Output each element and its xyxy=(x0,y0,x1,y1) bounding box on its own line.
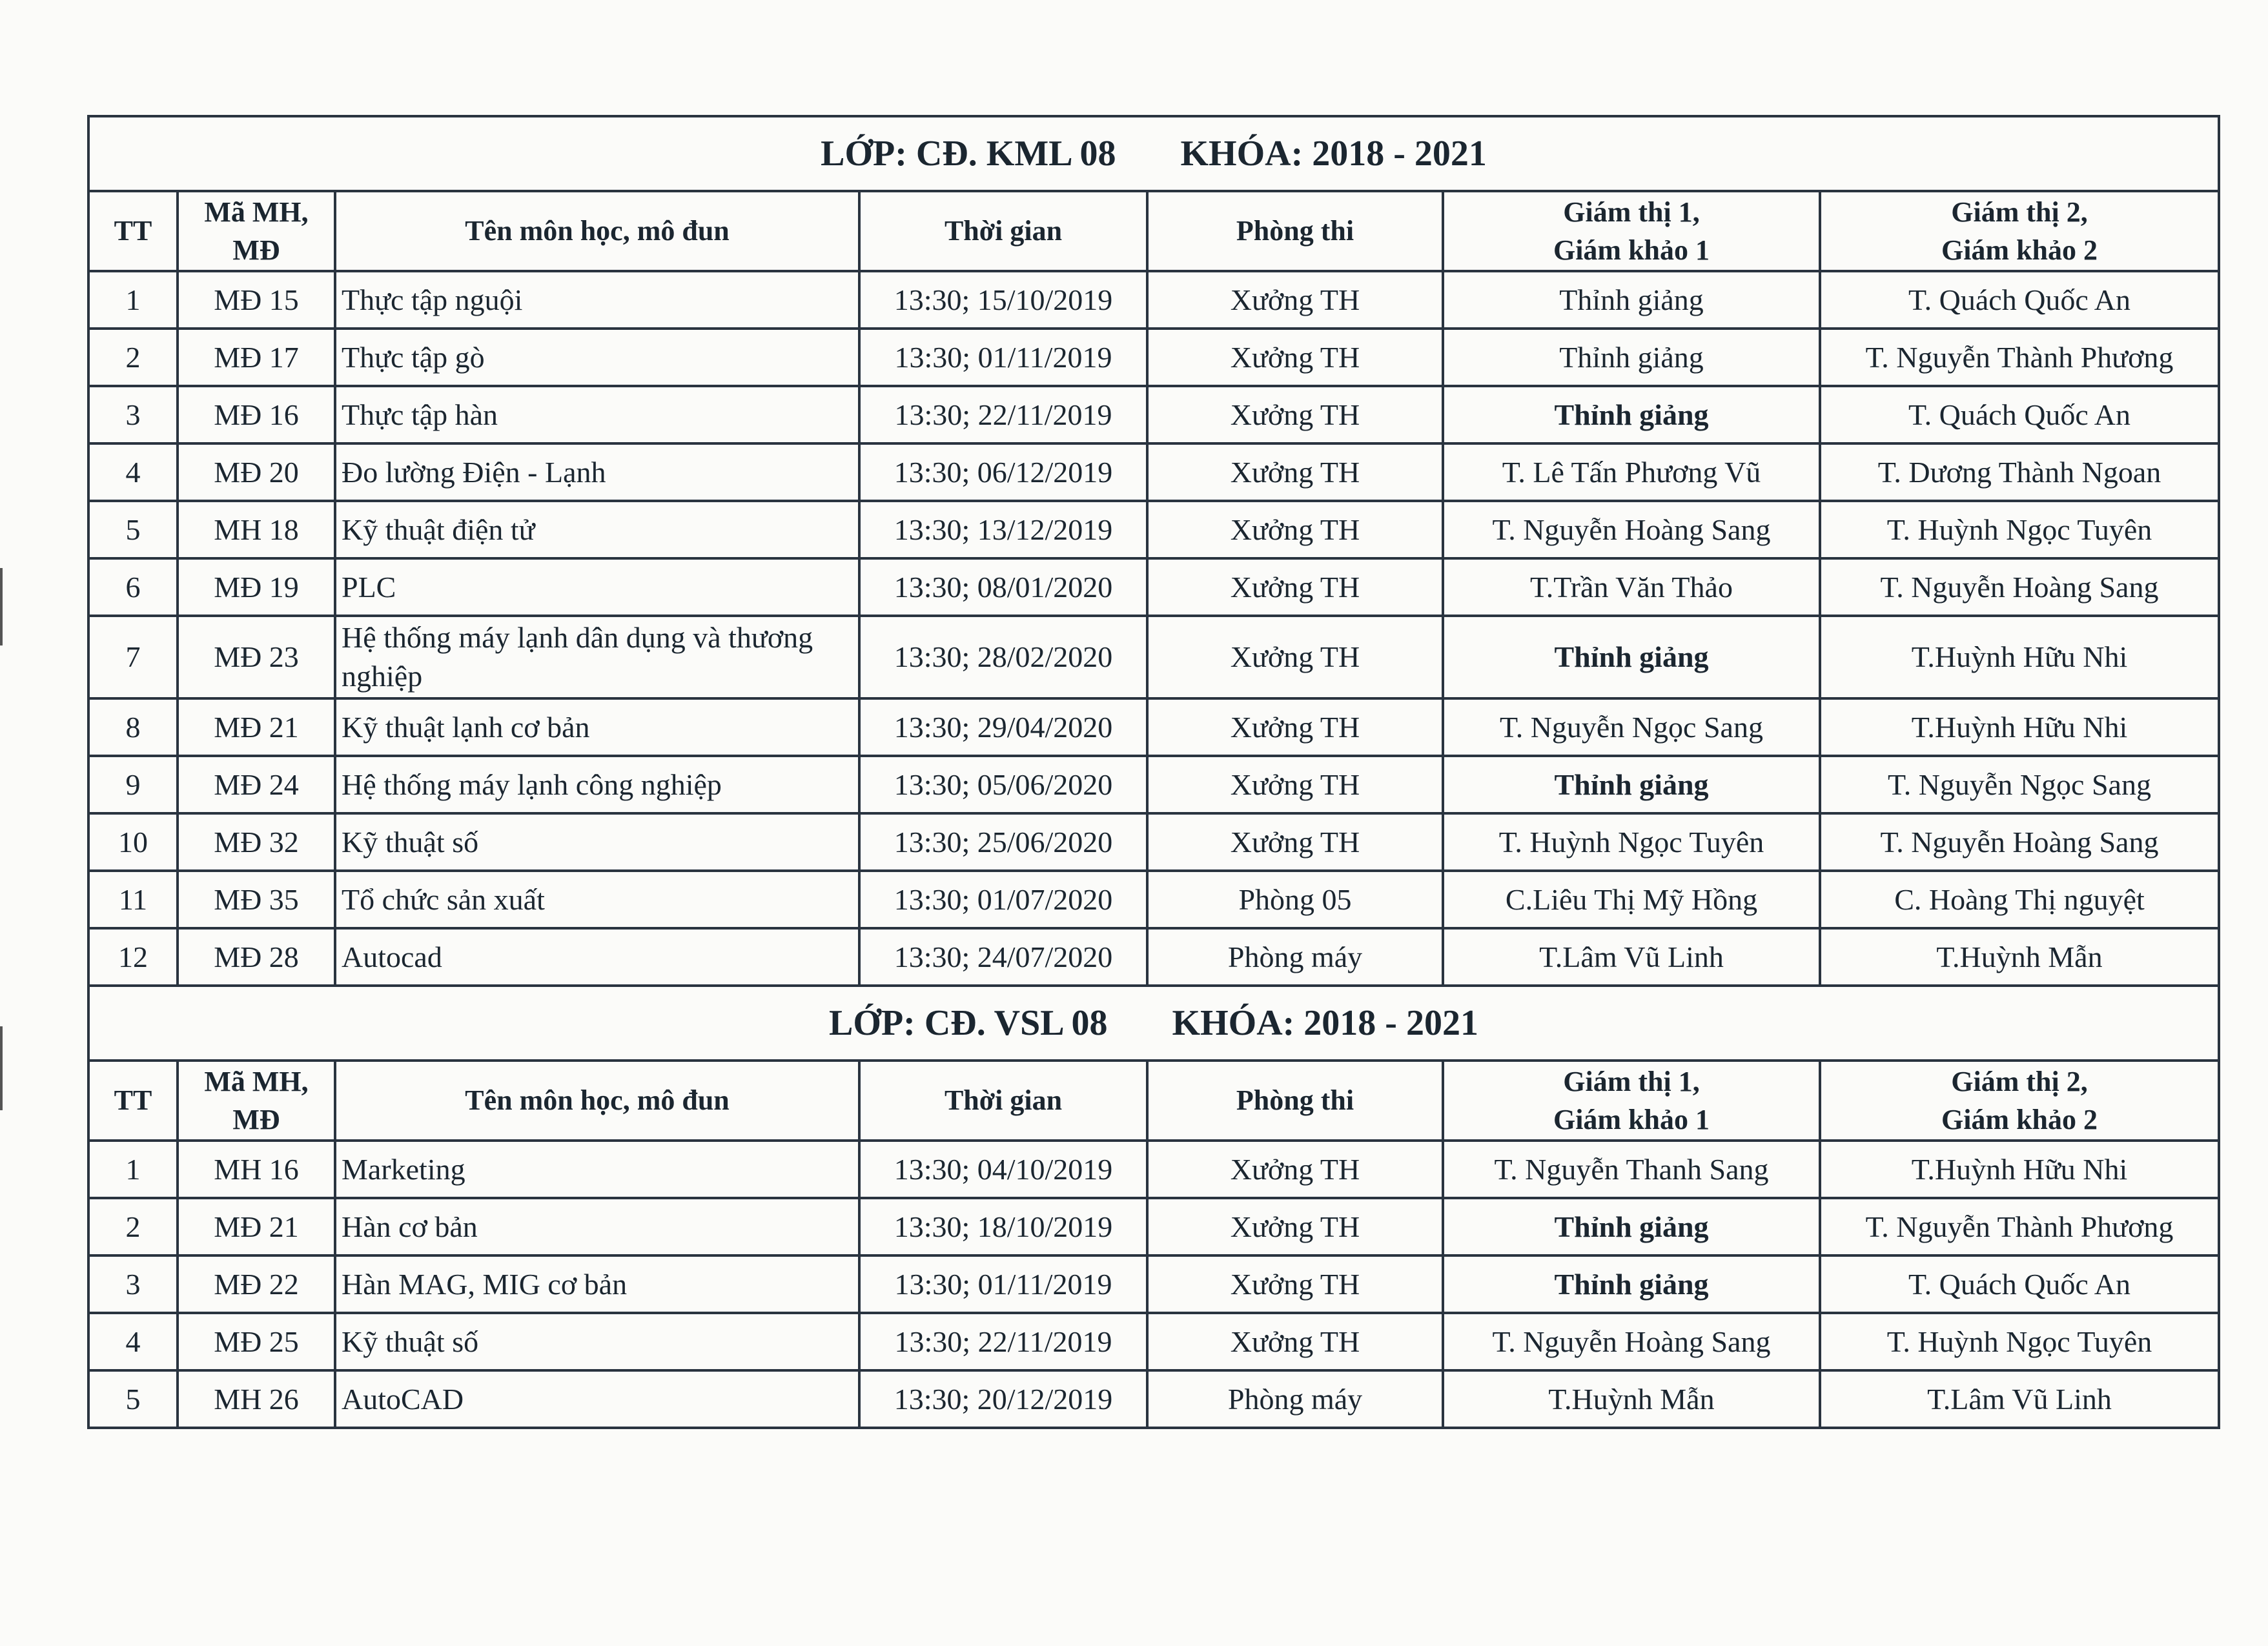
cell-room: Phòng 05 xyxy=(1147,871,1443,928)
cell-room: Xưởng TH xyxy=(1147,1255,1443,1313)
cell-room: Xưởng TH xyxy=(1147,1198,1443,1255)
cell-proctor1: Thỉnh giảng xyxy=(1443,271,1820,329)
cell-code: MĐ 17 xyxy=(178,329,335,386)
cell-proctor1: Thỉnh giảng xyxy=(1443,616,1820,698)
class-title-row xyxy=(88,986,2219,1061)
cell-tt: 3 xyxy=(88,1255,178,1313)
cell-time: 13:30; 20/12/2019 xyxy=(859,1370,1147,1428)
cell-tt: 2 xyxy=(88,1198,178,1255)
cell-subject: Hàn cơ bản xyxy=(335,1198,859,1255)
cell-room: Xưởng TH xyxy=(1147,501,1443,558)
cell-code: MĐ 23 xyxy=(178,616,335,698)
header-code-line: Mã MH, xyxy=(204,196,309,228)
cell-tt: 1 xyxy=(88,1141,178,1198)
cell-proctor1: Thỉnh giảng xyxy=(1443,756,1820,813)
cell-time: 13:30; 01/07/2020 xyxy=(859,871,1147,928)
header-room-line: Phòng thi xyxy=(1236,1084,1354,1117)
cell-subject: Kỹ thuật số xyxy=(335,813,859,871)
header-code xyxy=(178,1061,335,1141)
header-time xyxy=(859,1061,1147,1141)
class-title-row xyxy=(88,116,2219,191)
table-row xyxy=(88,756,2219,813)
cell-room: Xưởng TH xyxy=(1147,756,1443,813)
header-tt-line: TT xyxy=(114,215,152,247)
header-time-line: Thời gian xyxy=(944,1084,1063,1117)
cell-proctor2: T. Nguyễn Ngọc Sang xyxy=(1820,756,2219,813)
header-proctor1-line: Giám thị 1, xyxy=(1563,1065,1700,1097)
table-row xyxy=(88,443,2219,501)
cell-subject: Hàn MAG, MIG cơ bản xyxy=(335,1255,859,1313)
cell-room: Xưởng TH xyxy=(1147,329,1443,386)
column-header-row xyxy=(88,1061,2219,1141)
table-row xyxy=(88,501,2219,558)
cell-proctor2: T. Nguyễn Hoàng Sang xyxy=(1820,813,2219,871)
cell-tt: 8 xyxy=(88,698,178,756)
header-code-line: Mã MH, xyxy=(204,1065,309,1097)
cell-tt: 10 xyxy=(88,813,178,871)
table-row xyxy=(88,1198,2219,1255)
header-proctor1 xyxy=(1443,1061,1820,1141)
header-subject-line: Tên môn học, mô đun xyxy=(465,1084,730,1117)
table-row xyxy=(88,1370,2219,1428)
cell-room: Xưởng TH xyxy=(1147,271,1443,329)
cell-proctor2: T. Huỳnh Ngọc Tuyên xyxy=(1820,1313,2219,1370)
cell-room: Xưởng TH xyxy=(1147,1313,1443,1370)
cell-tt: 7 xyxy=(88,616,178,698)
cell-tt: 5 xyxy=(88,1370,178,1428)
cell-time: 13:30; 13/12/2019 xyxy=(859,501,1147,558)
cell-code: MH 16 xyxy=(178,1141,335,1198)
cell-proctor1: Thỉnh giảng xyxy=(1443,386,1820,443)
class-label: LỚP: CĐ. VSL 08 xyxy=(829,1002,1108,1043)
cell-code: MĐ 16 xyxy=(178,386,335,443)
table-row xyxy=(88,271,2219,329)
cell-tt: 6 xyxy=(88,558,178,616)
table-row xyxy=(88,1141,2219,1198)
cell-room: Xưởng TH xyxy=(1147,698,1443,756)
header-code xyxy=(178,191,335,271)
header-code-line: MĐ xyxy=(232,1104,280,1135)
class-title-cell xyxy=(88,986,2219,1061)
cell-tt: 11 xyxy=(88,871,178,928)
cell-subject: Hệ thống máy lạnh dân dụng và thương nghiệp xyxy=(335,616,859,698)
table-row xyxy=(88,558,2219,616)
cell-time: 13:30; 24/07/2020 xyxy=(859,928,1147,986)
scan-edge-mark xyxy=(0,568,3,645)
exam-schedule-table xyxy=(87,115,2220,1429)
cell-code: MĐ 21 xyxy=(178,1198,335,1255)
cell-proctor1: T.Huỳnh Mẫn xyxy=(1443,1370,1820,1428)
cell-room: Xưởng TH xyxy=(1147,558,1443,616)
cell-time: 13:30; 01/11/2019 xyxy=(859,329,1147,386)
cell-proctor1: T.Trần Văn Thảo xyxy=(1443,558,1820,616)
cell-proctor1: T. Nguyễn Thanh Sang xyxy=(1443,1141,1820,1198)
cell-code: MĐ 24 xyxy=(178,756,335,813)
header-proctor2-line: Giám thị 2, xyxy=(1951,196,2088,228)
cell-room: Xưởng TH xyxy=(1147,443,1443,501)
cell-tt: 12 xyxy=(88,928,178,986)
cell-proctor2: T.Lâm Vũ Linh xyxy=(1820,1370,2219,1428)
cell-tt: 1 xyxy=(88,271,178,329)
course-year-label: KHÓA: 2018 - 2021 xyxy=(1180,133,1487,174)
cell-code: MĐ 19 xyxy=(178,558,335,616)
table-row xyxy=(88,329,2219,386)
header-proctor1-line: Giám thị 1, xyxy=(1563,196,1700,228)
table-row xyxy=(88,1255,2219,1313)
cell-room: Phòng máy xyxy=(1147,928,1443,986)
header-tt-line: TT xyxy=(114,1084,152,1117)
header-proctor2-line: Giám thị 2, xyxy=(1951,1065,2088,1097)
cell-code: MĐ 20 xyxy=(178,443,335,501)
cell-time: 13:30; 01/11/2019 xyxy=(859,1255,1147,1313)
cell-code: MH 18 xyxy=(178,501,335,558)
cell-time: 13:30; 06/12/2019 xyxy=(859,443,1147,501)
header-subject-line: Tên môn học, mô đun xyxy=(465,215,730,247)
cell-time: 13:30; 28/02/2020 xyxy=(859,616,1147,698)
header-subject xyxy=(335,191,859,271)
cell-proctor2: T. Quách Quốc An xyxy=(1820,386,2219,443)
cell-proctor1: T. Nguyễn Hoàng Sang xyxy=(1443,501,1820,558)
cell-tt: 4 xyxy=(88,443,178,501)
cell-subject: PLC xyxy=(335,558,859,616)
cell-proctor2: T. Nguyễn Thành Phương xyxy=(1820,1198,2219,1255)
cell-time: 13:30; 29/04/2020 xyxy=(859,698,1147,756)
cell-subject: Autocad xyxy=(335,928,859,986)
cell-code: MĐ 25 xyxy=(178,1313,335,1370)
cell-time: 13:30; 25/06/2020 xyxy=(859,813,1147,871)
column-header-row xyxy=(88,191,2219,271)
cell-proctor2: T. Quách Quốc An xyxy=(1820,271,2219,329)
cell-subject: Hệ thống máy lạnh công nghiệp xyxy=(335,756,859,813)
cell-subject: Marketing xyxy=(335,1141,859,1198)
header-room xyxy=(1147,191,1443,271)
header-tt xyxy=(88,1061,178,1141)
header-code-line: MĐ xyxy=(232,234,280,266)
cell-code: MĐ 32 xyxy=(178,813,335,871)
cell-proctor1: T. Nguyễn Ngọc Sang xyxy=(1443,698,1820,756)
cell-time: 13:30; 22/11/2019 xyxy=(859,1313,1147,1370)
cell-tt: 3 xyxy=(88,386,178,443)
header-proctor2-line: Giám khảo 2 xyxy=(1941,1104,2098,1135)
cell-tt: 5 xyxy=(88,501,178,558)
cell-proctor2: T.Huỳnh Hữu Nhi xyxy=(1820,1141,2219,1198)
header-time xyxy=(859,191,1147,271)
header-subject xyxy=(335,1061,859,1141)
cell-proctor1: T. Huỳnh Ngọc Tuyên xyxy=(1443,813,1820,871)
cell-time: 13:30; 08/01/2020 xyxy=(859,558,1147,616)
cell-proctor2: T.Huỳnh Hữu Nhi xyxy=(1820,616,2219,698)
cell-tt: 9 xyxy=(88,756,178,813)
cell-subject: Kỹ thuật lạnh cơ bản xyxy=(335,698,859,756)
cell-time: 13:30; 05/06/2020 xyxy=(859,756,1147,813)
header-time-line: Thời gian xyxy=(944,215,1063,247)
cell-time: 13:30; 22/11/2019 xyxy=(859,386,1147,443)
table-row xyxy=(88,813,2219,871)
header-proctor2-line: Giám khảo 2 xyxy=(1941,234,2098,266)
cell-proctor1: C.Liêu Thị Mỹ Hồng xyxy=(1443,871,1820,928)
cell-proctor2: C. Hoàng Thị nguyệt xyxy=(1820,871,2219,928)
cell-proctor2: T. Nguyễn Thành Phương xyxy=(1820,329,2219,386)
cell-code: MĐ 15 xyxy=(178,271,335,329)
cell-code: MH 26 xyxy=(178,1370,335,1428)
cell-proctor1: T. Lê Tấn Phương Vũ xyxy=(1443,443,1820,501)
class-label: LỚP: CĐ. KML 08 xyxy=(821,133,1116,174)
cell-tt: 4 xyxy=(88,1313,178,1370)
cell-proctor2: T. Nguyễn Hoàng Sang xyxy=(1820,558,2219,616)
table-row xyxy=(88,386,2219,443)
cell-code: MĐ 21 xyxy=(178,698,335,756)
cell-room: Xưởng TH xyxy=(1147,616,1443,698)
cell-room: Xưởng TH xyxy=(1147,386,1443,443)
exam-schedule-sheet xyxy=(87,115,2218,1429)
table-row xyxy=(88,616,2219,698)
cell-code: MĐ 28 xyxy=(178,928,335,986)
cell-subject: AutoCAD xyxy=(335,1370,859,1428)
cell-subject: Đo lường Điện - Lạnh xyxy=(335,443,859,501)
cell-subject: Thực tập gò xyxy=(335,329,859,386)
cell-proctor1: T. Nguyễn Hoàng Sang xyxy=(1443,1313,1820,1370)
header-proctor1-line: Giám khảo 1 xyxy=(1553,234,1710,266)
cell-proctor2: T. Quách Quốc An xyxy=(1820,1255,2219,1313)
table-row xyxy=(88,871,2219,928)
cell-proctor2: T.Huỳnh Hữu Nhi xyxy=(1820,698,2219,756)
table-row xyxy=(88,698,2219,756)
cell-proctor2: T. Huỳnh Ngọc Tuyên xyxy=(1820,501,2219,558)
cell-subject: Thực tập hàn xyxy=(335,386,859,443)
cell-proctor2: T.Huỳnh Mẫn xyxy=(1820,928,2219,986)
header-proctor1-line: Giám khảo 1 xyxy=(1553,1104,1710,1135)
header-room xyxy=(1147,1061,1443,1141)
cell-proctor1: Thỉnh giảng xyxy=(1443,1198,1820,1255)
cell-time: 13:30; 15/10/2019 xyxy=(859,271,1147,329)
cell-tt: 2 xyxy=(88,329,178,386)
cell-room: Xưởng TH xyxy=(1147,1141,1443,1198)
header-proctor1 xyxy=(1443,191,1820,271)
course-year-label: KHÓA: 2018 - 2021 xyxy=(1172,1002,1478,1043)
schedule-table-body xyxy=(88,116,2219,1428)
table-row xyxy=(88,1313,2219,1370)
cell-subject: Tổ chức sản xuất xyxy=(335,871,859,928)
cell-time: 13:30; 04/10/2019 xyxy=(859,1141,1147,1198)
cell-proctor1: T.Lâm Vũ Linh xyxy=(1443,928,1820,986)
cell-subject: Thực tập nguội xyxy=(335,271,859,329)
header-proctor2 xyxy=(1820,191,2219,271)
cell-proctor1: Thỉnh giảng xyxy=(1443,1255,1820,1313)
cell-room: Phòng máy xyxy=(1147,1370,1443,1428)
cell-code: MĐ 22 xyxy=(178,1255,335,1313)
header-room-line: Phòng thi xyxy=(1236,215,1354,247)
cell-time: 13:30; 18/10/2019 xyxy=(859,1198,1147,1255)
cell-subject: Kỹ thuật số xyxy=(335,1313,859,1370)
cell-room: Xưởng TH xyxy=(1147,813,1443,871)
header-tt xyxy=(88,191,178,271)
class-title-cell xyxy=(88,116,2219,191)
table-row xyxy=(88,928,2219,986)
header-proctor2 xyxy=(1820,1061,2219,1141)
cell-code: MĐ 35 xyxy=(178,871,335,928)
cell-proctor2: T. Dương Thành Ngoan xyxy=(1820,443,2219,501)
scan-edge-mark xyxy=(0,1026,3,1110)
cell-subject: Kỹ thuật điện tử xyxy=(335,501,859,558)
cell-proctor1: Thỉnh giảng xyxy=(1443,329,1820,386)
